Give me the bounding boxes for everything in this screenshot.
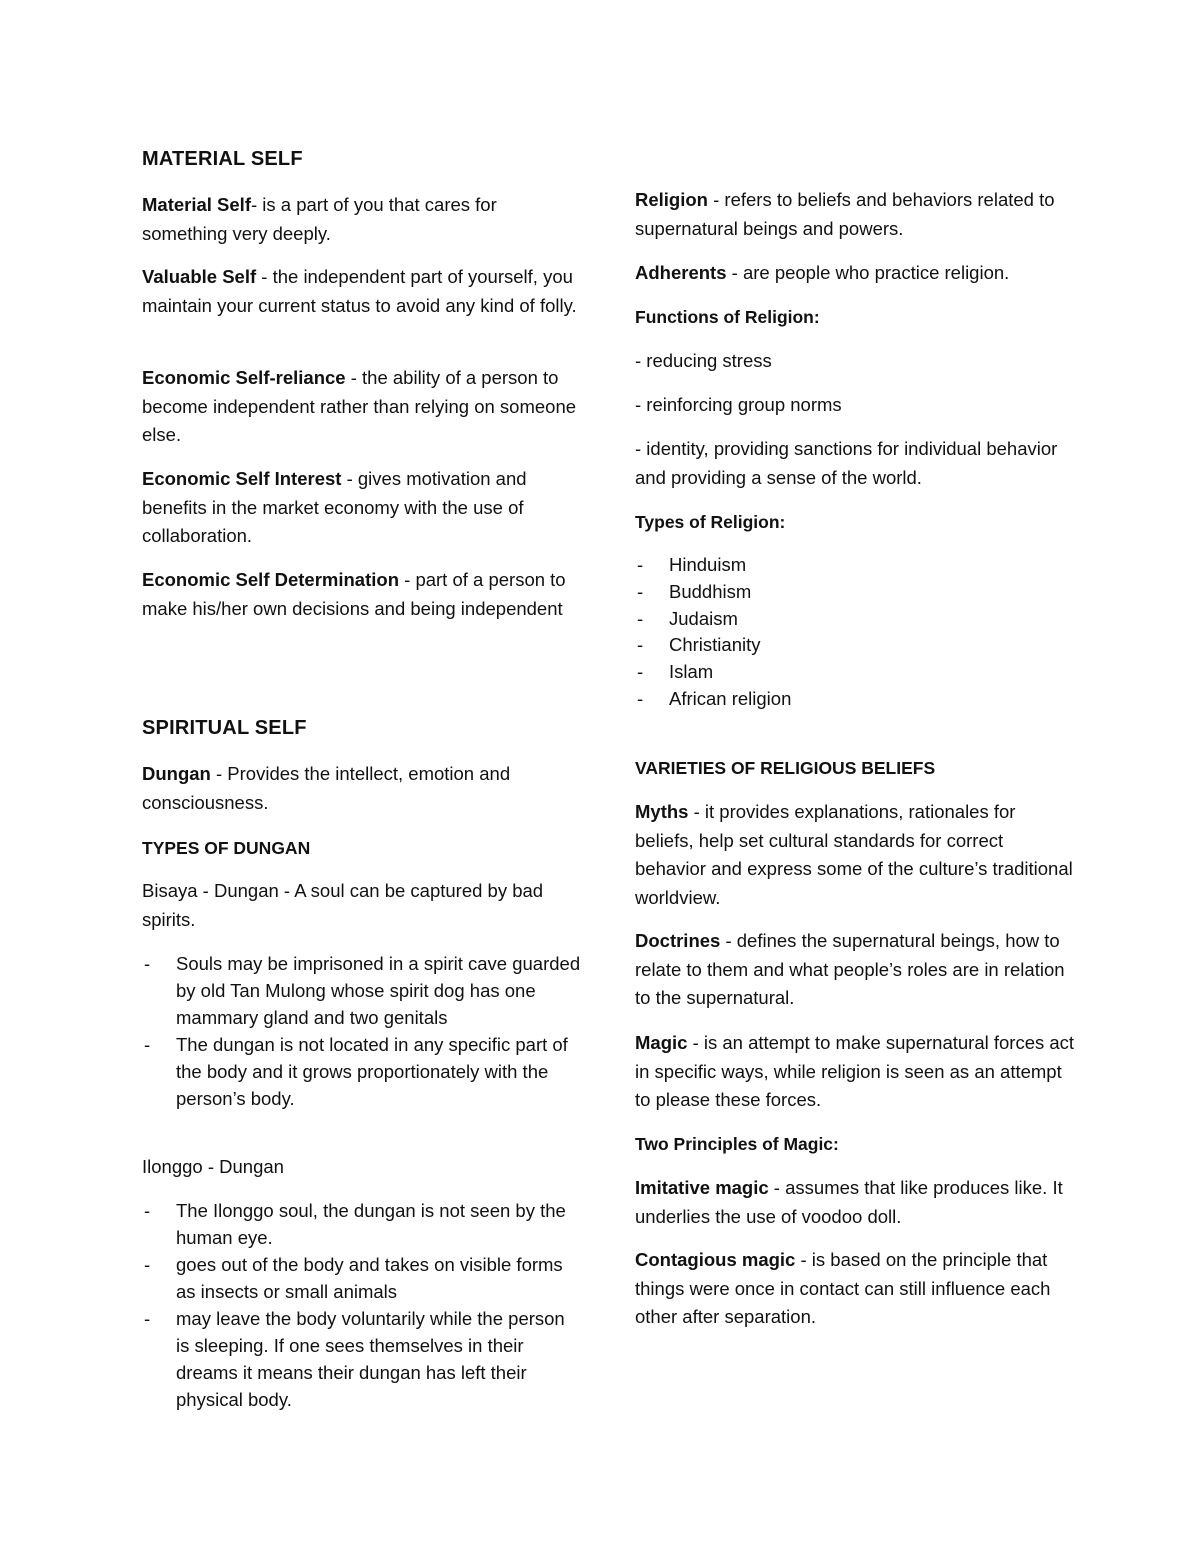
definition-material-self bbox=[142, 191, 582, 248]
list-item: - Buddhism bbox=[635, 579, 1075, 606]
definition-imitative-magic bbox=[635, 1174, 1075, 1231]
definition-text: - is based on the principle that things were once in contact can still influence each other after separation. bbox=[635, 1249, 1051, 1327]
definition-myths bbox=[635, 798, 1075, 912]
definition-valuable-self bbox=[142, 263, 582, 320]
bisaya-list bbox=[142, 950, 582, 1112]
function-item: - reducing stress bbox=[635, 350, 772, 371]
definition-contagious-magic bbox=[635, 1246, 1075, 1332]
definition-economic-self-reliance bbox=[142, 364, 582, 450]
term: Imitative magic bbox=[635, 1177, 769, 1198]
definition-text: - it provides explanations, rationales for beliefs, help set cultural standards for correct behavior and express some of the culture’s traditional worldview. bbox=[635, 801, 1073, 908]
definition-text: - assumes that like produces like. It underlies the use of voodoo doll. bbox=[635, 1177, 1063, 1227]
definition-religion bbox=[635, 186, 1075, 243]
definition-dungan bbox=[142, 760, 582, 817]
term: Material Self bbox=[142, 194, 251, 215]
list-item: - may leave the body voluntarily while the person is sleeping. If one sees themselves in their dreams it means their dungan has left their physical body. bbox=[142, 1305, 582, 1413]
definition-economic-self-interest bbox=[142, 465, 582, 551]
definition-text: - the ability of a person to become independent rather than relying on someone else. bbox=[142, 367, 577, 445]
ilonggo-list bbox=[142, 1197, 582, 1413]
definition-economic-self-determination bbox=[142, 566, 582, 623]
definition-text: - part of a person to make his/her own decisions and being independent bbox=[142, 569, 566, 619]
list-item: - Souls may be imprisoned in a spirit cave guarded by old Tan Mulong whose spirit dog has one mammary gland and two genitals bbox=[142, 950, 582, 1031]
term: Economic Self Determination bbox=[142, 569, 399, 590]
function-item: - identity, providing sanctions for individual behavior and providing a sense of the world. bbox=[635, 438, 1058, 488]
term: Magic bbox=[635, 1032, 688, 1053]
list-item: - Christianity bbox=[635, 632, 1075, 659]
ilonggo-intro: Ilonggo - Dungan bbox=[142, 1156, 284, 1177]
term: Dungan bbox=[142, 763, 211, 784]
term: Economic Self-reliance bbox=[142, 367, 346, 388]
definition-adherents bbox=[635, 259, 1075, 288]
list-item: - The dungan is not located in any specific part of the body and it grows proportionately with the person’s body. bbox=[142, 1031, 582, 1112]
functions-heading: Functions of Religion: bbox=[635, 307, 820, 327]
term: Contagious magic bbox=[635, 1249, 796, 1270]
term: Adherents bbox=[635, 262, 727, 283]
definition-text: - defines the supernatural beings, how to relate to them and what people’s roles are in relation to the supernatural. bbox=[635, 930, 1065, 1008]
term: Myths bbox=[635, 801, 689, 822]
types-of-dungan-heading: TYPES OF DUNGAN bbox=[142, 838, 311, 858]
definition-text: - is a part of you that cares for something very deeply. bbox=[142, 194, 497, 244]
term: Valuable Self bbox=[142, 266, 257, 287]
function-item: - reinforcing group norms bbox=[635, 394, 842, 415]
definition-text: - gives motivation and benefits in the market economy with the use of collaboration. bbox=[142, 468, 527, 546]
definition-text: - Provides the intellect, emotion and consciousness. bbox=[142, 763, 511, 813]
bisaya-intro: Bisaya - Dungan - A soul can be captured by bad spirits. bbox=[142, 880, 544, 930]
varieties-heading: VARIETIES OF RELIGIOUS BELIEFS bbox=[635, 758, 936, 778]
spiritual-self-heading: SPIRITUAL SELF bbox=[142, 717, 307, 739]
definition-doctrines bbox=[635, 927, 1075, 1013]
term: Economic Self Interest bbox=[142, 468, 342, 489]
term: Religion bbox=[635, 189, 708, 210]
term: Doctrines bbox=[635, 930, 721, 951]
list-item: - African religion bbox=[635, 686, 1075, 713]
religion-types-list bbox=[635, 552, 1075, 713]
definition-magic bbox=[635, 1029, 1075, 1115]
list-item: - The Ilonggo soul, the dungan is not seen by the human eye. bbox=[142, 1197, 582, 1251]
types-of-religion-heading: Types of Religion: bbox=[635, 512, 786, 532]
list-item: - Judaism bbox=[635, 606, 1075, 633]
definition-text: - the independent part of yourself, you maintain your current status to avoid any kind of folly. bbox=[142, 266, 577, 316]
principles-heading: Two Principles of Magic: bbox=[635, 1134, 839, 1154]
list-item: - Islam bbox=[635, 659, 1075, 686]
definition-text: - refers to beliefs and behaviors related to supernatural beings and powers. bbox=[635, 189, 1055, 239]
list-item: - Hinduism bbox=[635, 552, 1075, 579]
material-self-heading: MATERIAL SELF bbox=[142, 148, 303, 170]
definition-text: - is an attempt to make supernatural forces act in specific ways, while religion is seen as an attempt to please these forces. bbox=[635, 1032, 1075, 1110]
list-item: - goes out of the body and takes on visible forms as insects or small animals bbox=[142, 1251, 582, 1305]
definition-text: - are people who practice religion. bbox=[726, 262, 1010, 283]
